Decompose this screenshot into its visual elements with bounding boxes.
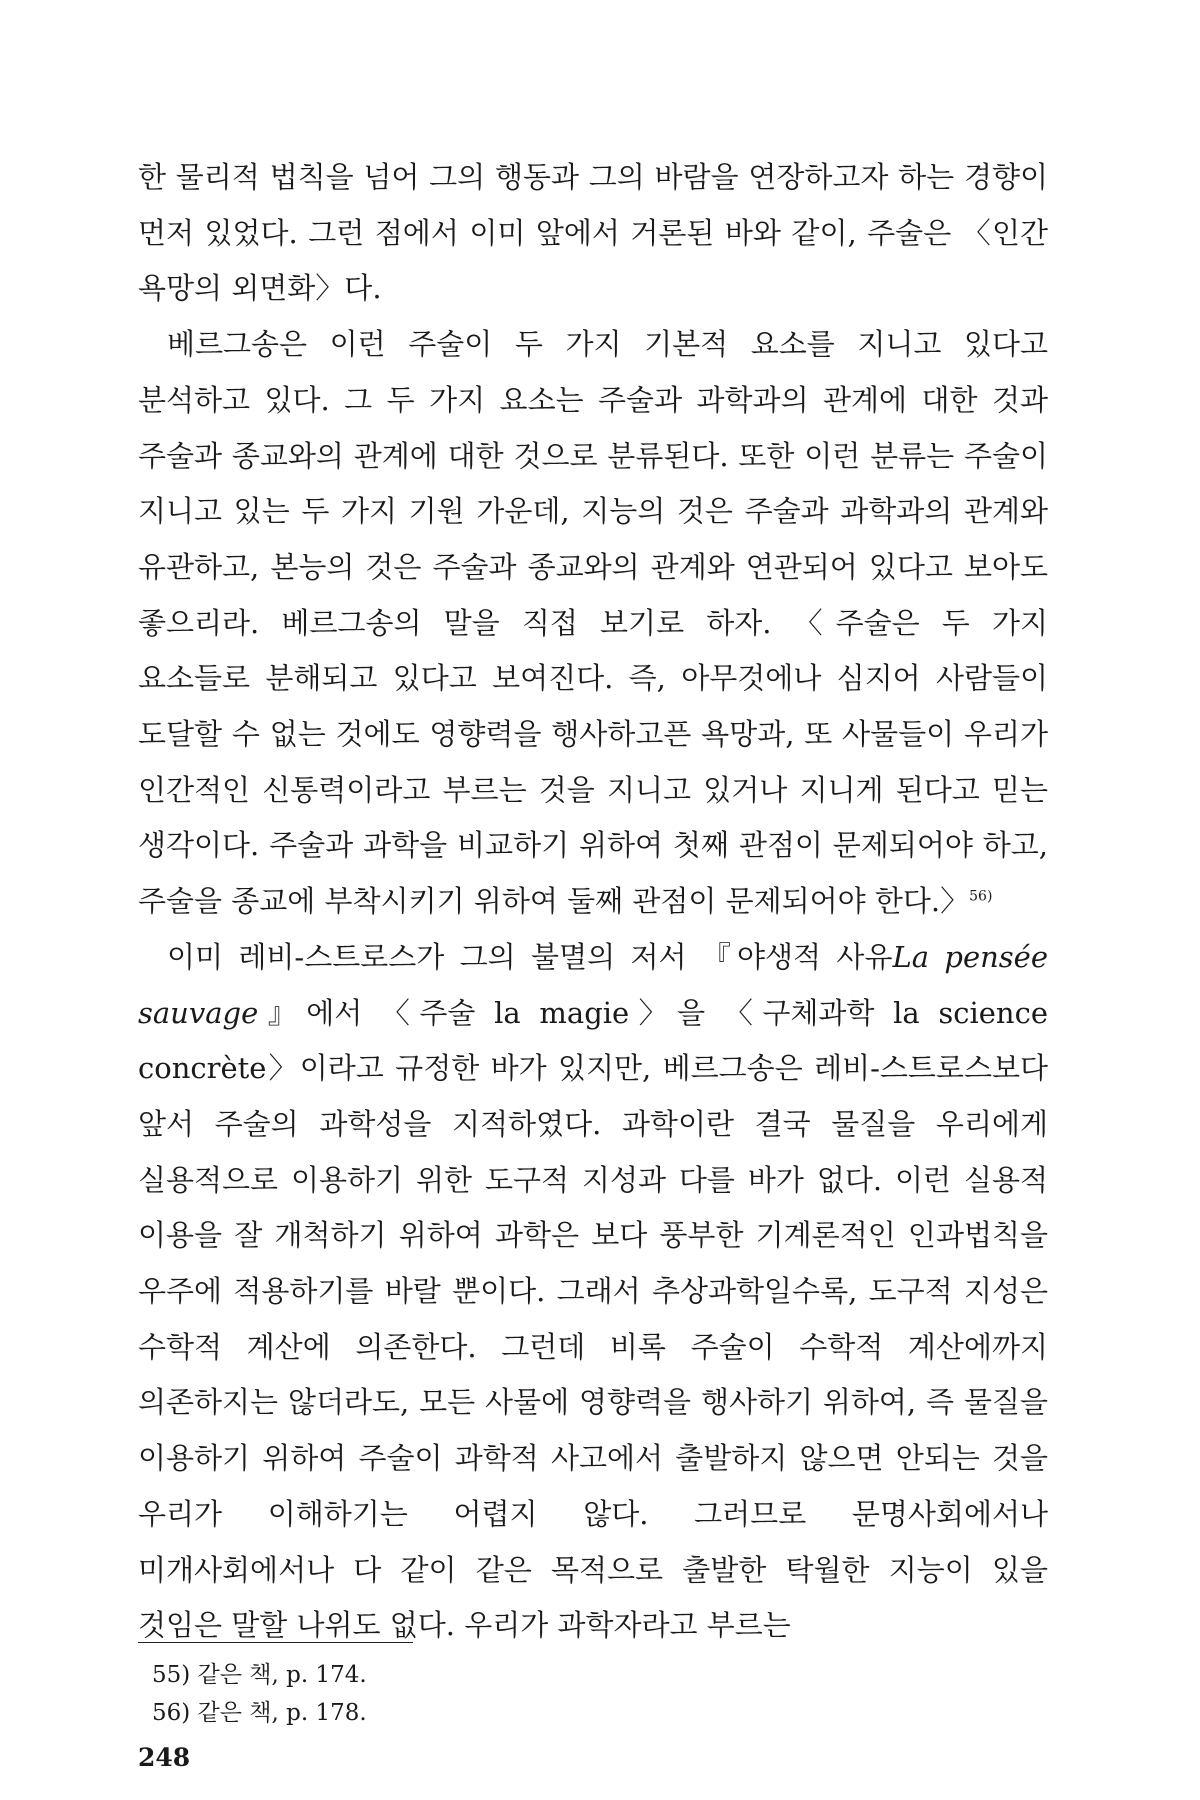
book-title-french: La pensée sauvage — [138, 939, 1048, 1030]
paragraph-3 — [138, 930, 1048, 1654]
page-number: 248 — [138, 1743, 191, 1772]
footnotes — [152, 1656, 367, 1732]
paragraph-3-text-rest: 』에서 〈주술 la magie〉을 〈구체과학 la science concrète〉이라고 규정한 바가 있지만, 베르그송은 레비-스트로스보다 앞서 주술의 과학성을 지적하였다. 과학이란 결국 물질을 우리에게 실용적으로 이용하기 위한 도구적 지성과 다를 바가 없다. 이런 실용적 이용을 잘 개척하기 위하여 과학은 보다 풍부한 기계론적인 인과법칙을 우주에 적용하기를 바랄 뿐이다. 그래서 추상과학일수록, 도구적 지성은 수학적 계산에 의존한다. 그런데 비록 주술이 수학적 계산에까지 의존하지는 않더라도, 모든 사물에 영향력을 행사하기 위하여, 즉 물질을 이용하기 위하여 주술이 과학적 사고에서 출발하지 않으면 안되는 것을 우리가 이해하기는 어렵지 않다. 그러므로 문명사회에서나 미개사회에서나 다 같이 같은 목적으로 출발한 탁월한 지능이 있을 것임은 말할 나위도 없다. 우리가 과학자라고 부르는 — [138, 995, 1048, 1643]
footnote-ref-56: 56) — [969, 888, 993, 905]
paragraph-2-text: 베르그송은 이런 주술이 두 가지 기본적 요소를 지니고 있다고 분석하고 있다. 그 두 가지 요소는 주술과 과학과의 관계에 대한 것과 주술과 종교와의 관계에 대한 것으로 분류된다. 또한 이런 분류는 주술이 지니고 있는 두 가지 기원 가운데, 지능의 것은 주술과 과학과의 관계와 유관하고, 본능의 것은 주술과 종교와의 관계와 연관되어 있다고 보아도 좋으리라. 베르그송의 말을 직접 보기로 하자. 〈주술은 두 가지 요소들로 분해되고 있다고 보여진다. 즉, 아무것에나 심지어 사람들이 도달할 수 없는 것에도 영향력을 행사하고픈 욕망과, 또 사물들이 우리가 인간적인 신통력이라고 부르는 것을 지니고 있거나 지니게 된다고 믿는 생각이다. 주술과 과학을 비교하기 위하여 첫째 관점이 문제되어야 하고, 주술을 종교에 부착시키기 위하여 둘째 관점이 문제되어야 한다.〉 — [138, 327, 1048, 919]
paragraph-2 — [138, 317, 1048, 930]
footnote-divider — [138, 1642, 413, 1643]
paragraph-1: 한 물리적 법칙을 넘어 그의 행동과 그의 바람을 연장하고자 하는 경향이 먼저 있었다. 그런 점에서 이미 앞에서 거론된 바와 같이, 주술은 〈인간 욕망의 외면화〉다. — [138, 160, 1048, 306]
footnote-55: 55) 같은 책, p. 174. — [152, 1662, 367, 1688]
book-page-body — [138, 150, 1048, 1654]
paragraph-3-text-start: 이미 레비-스트로스가 그의 불멸의 저서 『야생적 사유 — [167, 939, 893, 974]
footnote-56: 56) 같은 책, p. 178. — [152, 1700, 367, 1726]
